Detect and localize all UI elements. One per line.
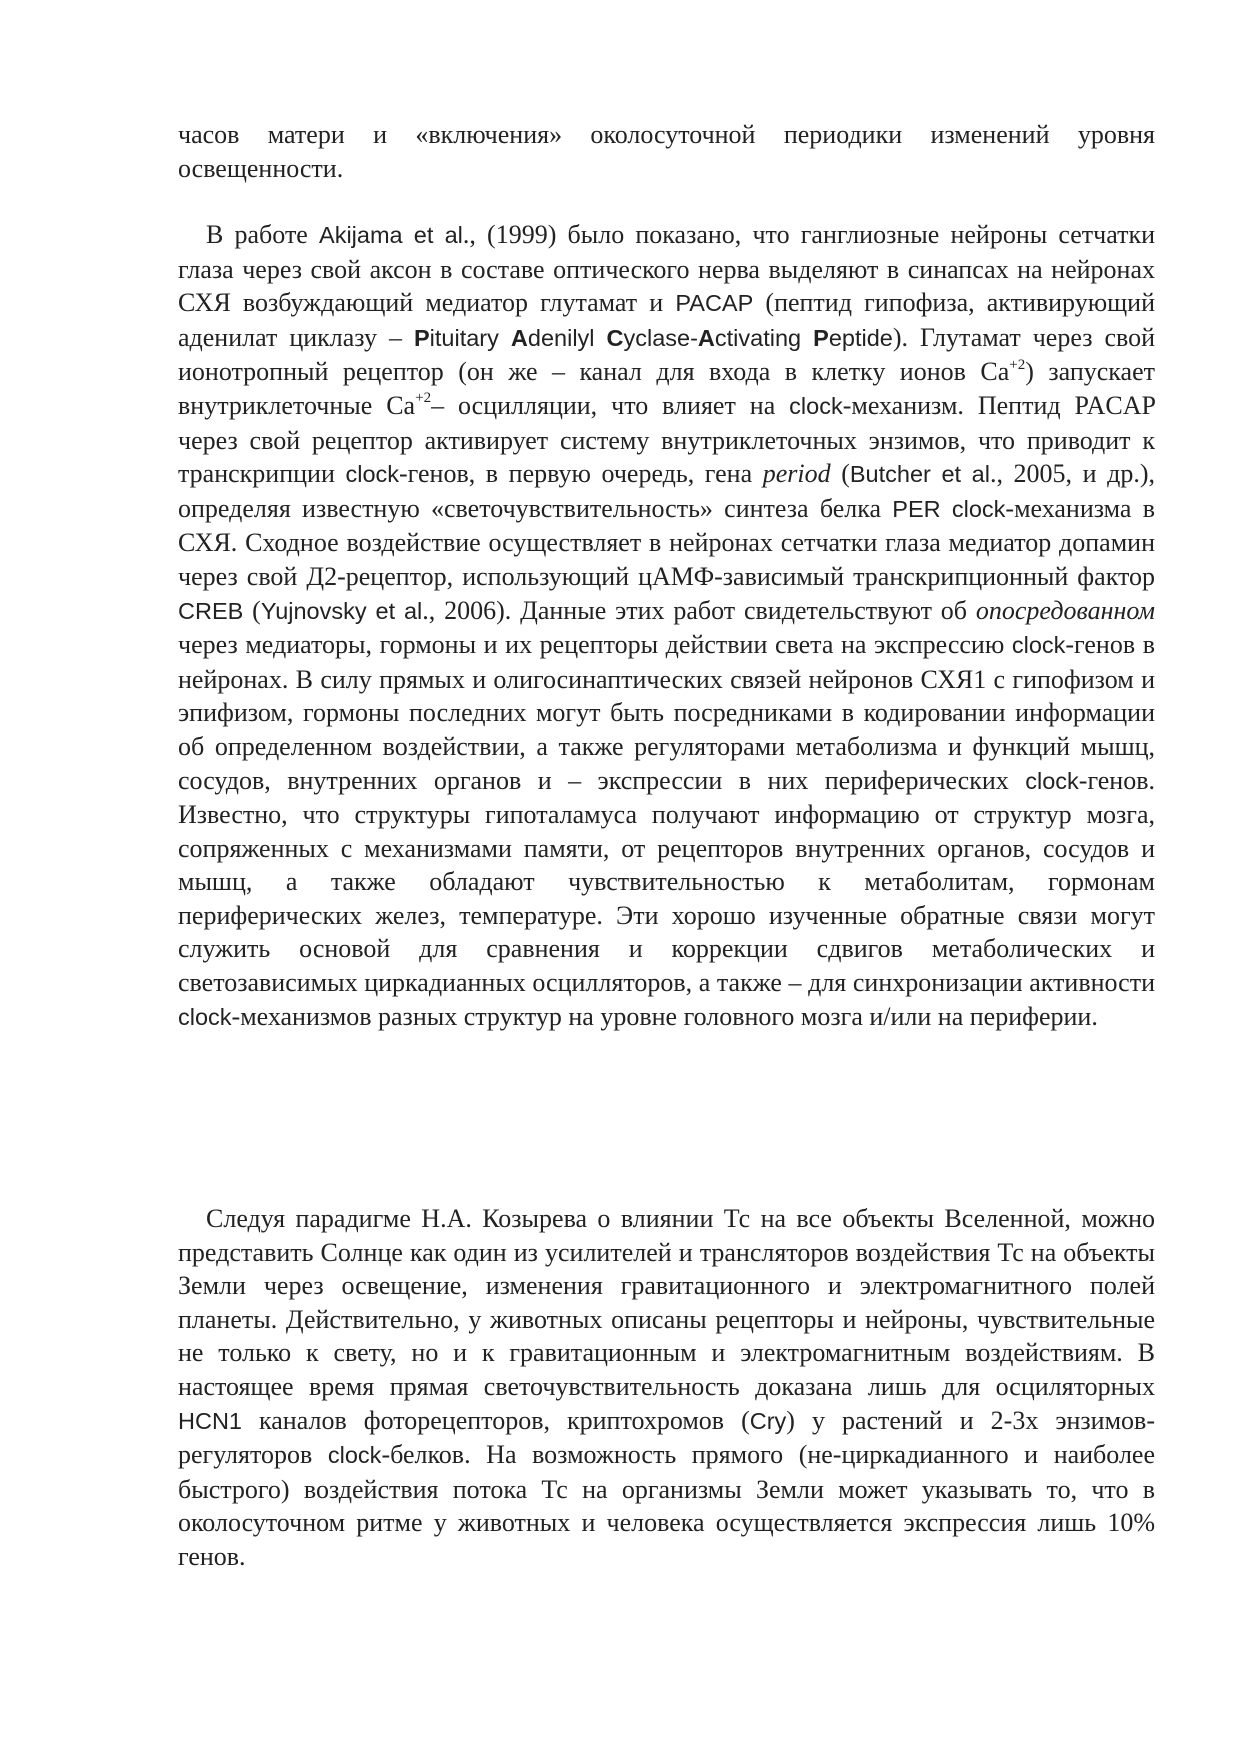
text-run: Следуя парадигме Н.А. Козырева о влиянии Тс на все объекты Вселенной, можно представить Солнце как один из усилителей и трансляторов воздействия Тс на объекты Земли через освещение, изменения гравитационного и электромагнитного полей планеты. Действительно, у животных описаны рецепторы и нейроны, чувствительные не только к свету, но и к гравитационным и электромагнитным воздействиям. В настоящее время прямая светочувствительность доказана лишь для осциляторных (178, 1204, 1155, 1401)
paragraph-1-text: часов матери и «включения» околосуточной периодики изменений уровня освещенности. (178, 120, 1155, 183)
text-run: ., (1999) было показано, что ганглиозные нейроны сетчатки глаза через свой аксон в составе оптического нерва выделяют в синапсах на нейронах СХЯ возбуждающий медиатор глутамат и (178, 220, 1155, 318)
paragraph-3 (178, 1202, 1155, 1574)
term-oposredovannom: опосредованном (975, 595, 1155, 625)
term-word: eptide (828, 324, 893, 351)
text-run: через медиаторы, гормоны и их рецепторы действии света на экспрессию (178, 630, 1012, 660)
term-per: PER (892, 495, 941, 522)
text-run: через свой рецептор активирует систему внутриклеточных энзимов, что приводит к транскрипции (178, 425, 1155, 489)
term-word: yclase- (623, 324, 698, 351)
term-pacap: PACAP (1074, 390, 1155, 420)
term-clock: clock (1011, 632, 1066, 659)
term-hcn1: HCN1 (178, 1407, 242, 1434)
text-run: -белков. На возможность прямого (не-циркадианного и наиболее быстрого) воздействия потока Тс на организмы Земли может указывать то, что в околосуточном ритме у животных и человека осуществляется экспрессия лишь 10% генов. (178, 1440, 1155, 1571)
citation-yujnovsky: Yujnovsky et al (260, 597, 423, 624)
term-creb: CREB (178, 597, 244, 624)
term-pacap: PACAP (675, 290, 754, 317)
text-run: (пептид гипофиза, активирующий аденилат циклазу – (178, 288, 1155, 352)
citation-butcher: Butcher et al (849, 461, 990, 488)
acronym-letter: A (510, 324, 528, 351)
text-run: ( (243, 595, 261, 625)
text-run: -генов. Известно, что структуры гипоталамуса получают информацию от структур мозга, сопряженных с механизмами памяти, от рецепторов внутренних органов, сосудов и мышц, а также обладают чувствительностью к метаболитам, гормонам периферических желез, температуре. Эти хорошо изученные обратные связи могут служить основой для сравнения и коррекции сдвигов метаболических и светозависимых циркадианных осцилляторов, а также – для синхронизации активности (178, 765, 1155, 998)
text-run: ) запускает внутриклеточные Са (178, 357, 1155, 420)
acronym-letter: C (606, 324, 624, 351)
acronym-letter: A (697, 324, 715, 351)
text-run: -механизма в СХЯ. Сходное воздействие осуществляет в нейронах сетчатки глаза медиатор допамин через свой Д2-рецептор, использующий цАМФ-зависимый транскрипционный фактор (178, 493, 1156, 591)
text-run: -механизм. Пептид (842, 390, 1075, 420)
text-run: -генов в нейронах. В силу прямых и олигосинаптических связей нейронов СХЯ1 с гипофизом и эпифизом, гормоны последних могут быть посредниками в кодировании информации об определенном воздействии, а также регуляторами метаболизма и функций мышц, сосудов, внутренних органов и – экспрессии в них периферических (178, 630, 1155, 795)
superscript: +2 (1009, 356, 1026, 373)
text-run: ., 2005, и др.), определяя известную «светочувствительность» синтеза белка (178, 459, 1156, 523)
term-word: ituitary (429, 324, 511, 351)
term-clock: clock (178, 1003, 232, 1030)
text-run: -генов, в первую очередь, гена (399, 459, 763, 489)
term-clock: clock (951, 495, 1006, 522)
term-cry: Cry (749, 1407, 787, 1434)
term-clock: clock (327, 1442, 382, 1469)
paragraph-1 (178, 118, 1155, 185)
text-run: -механизмов разных структур на уровне головного мозга и/или на периферии. (231, 1001, 1098, 1031)
term-clock: clock (345, 461, 400, 488)
text-run: В работе (206, 220, 320, 249)
term-clock: clock (1025, 767, 1079, 794)
citation-akijama: Akijama et al (319, 222, 463, 248)
text-run: ., 2006). Данные этих работ свидетельствуют об (422, 595, 976, 625)
text-run: ). Глутамат через свой ионотропный рецептор (он же – канал для входа в клетку ионов Са (178, 322, 1156, 387)
text-run: каналов фоторецепторов, криптохромов ( (241, 1405, 750, 1435)
text-run: – осцилляции, что влияет на (431, 390, 790, 420)
term-period: period (762, 459, 831, 489)
term-word: denilyl (527, 324, 595, 351)
text-run: ( (830, 459, 850, 489)
text-run (941, 494, 952, 523)
acronym-letter: P (813, 324, 829, 351)
text-run: ) у растений и 2-3х энзимов-регуляторов (178, 1405, 1155, 1470)
acronym-letter: P (413, 324, 430, 351)
paragraph-2 (178, 218, 1155, 1034)
superscript: +2 (415, 390, 432, 407)
term-word: ctivating (714, 324, 814, 351)
term-clock: clock (789, 392, 843, 419)
